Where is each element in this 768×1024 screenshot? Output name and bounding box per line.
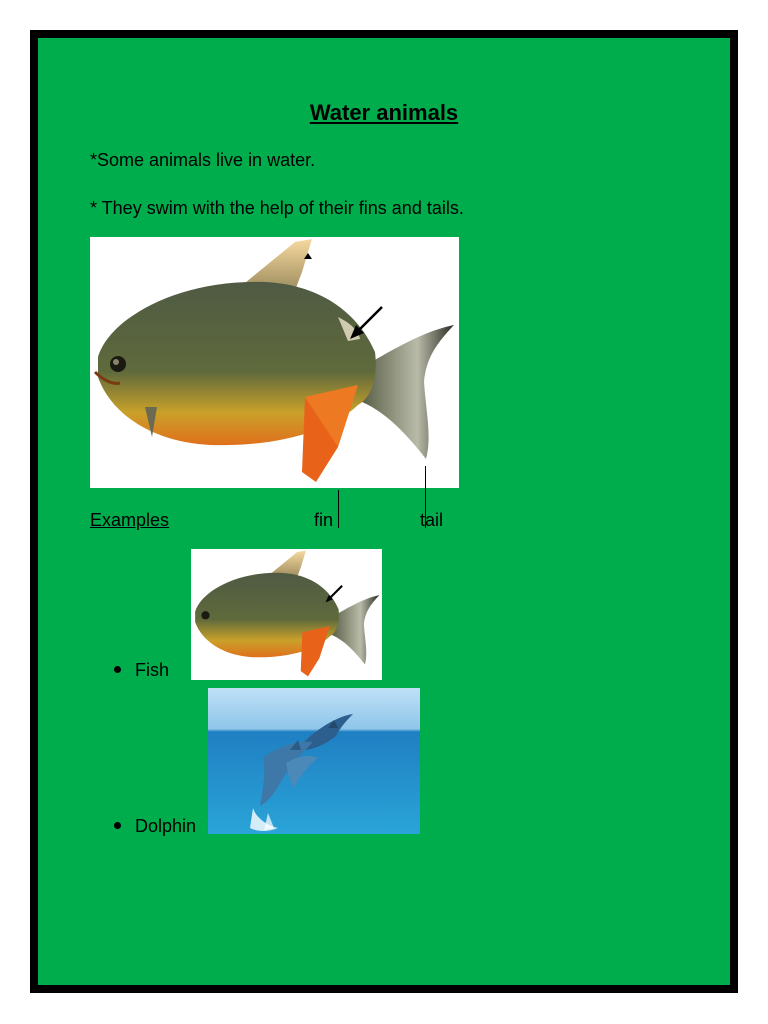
fish-diagram-image <box>90 237 459 488</box>
intro-line-1: *Some animals live in water. <box>90 150 316 170</box>
example-item-fish <box>114 660 169 681</box>
example-label-fish: Fish <box>135 660 170 680</box>
example-label-dolphin: Dolphin <box>135 816 197 836</box>
fin-label: fin <box>314 510 334 530</box>
fish-example-image <box>191 549 382 680</box>
bullet-icon <box>114 666 121 673</box>
fin-pointer-line <box>338 490 339 528</box>
bullet-icon <box>114 822 121 829</box>
examples-heading: Examples <box>90 510 170 530</box>
dolphin-example-image <box>208 688 420 834</box>
intro-line-2: * They swim with the help of their fins and tails. <box>90 198 464 218</box>
worksheet-page <box>30 30 738 993</box>
page-title: Water animals <box>309 100 459 125</box>
tail-label: tail <box>420 510 444 530</box>
example-item-dolphin <box>114 816 196 837</box>
